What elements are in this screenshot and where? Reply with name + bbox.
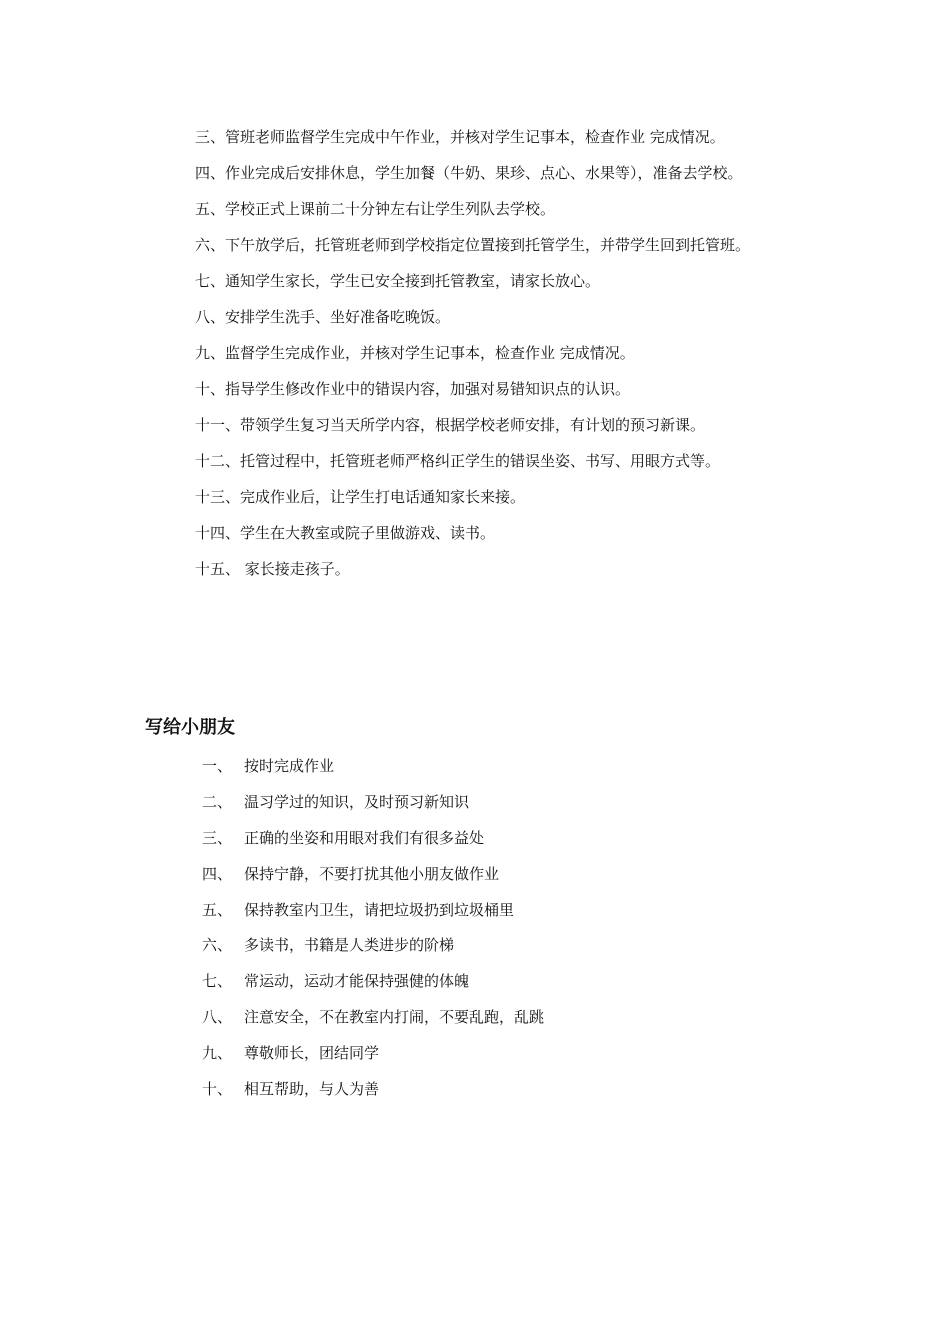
rule-text: 按时完成作业 [244, 757, 335, 775]
rule-item [202, 754, 544, 790]
rule-item [202, 933, 544, 969]
rule-text: 保持宁静，不要打扰其他小朋友做作业 [244, 864, 500, 883]
rule-item [202, 862, 544, 898]
procedure-item: 十二、托管过程中，托管班老师严格纠正学生的错误坐姿、书写、用眼方式等。 [195, 452, 721, 470]
rule-item [202, 1005, 544, 1041]
rule-number: 四、 [202, 864, 233, 883]
procedure-item: 八、安排学生洗手、坐好准备吃晚饭。 [195, 308, 451, 326]
rule-number: 十、 [202, 1080, 233, 1099]
rule-text: 相互帮助，与人为善 [244, 1080, 380, 1099]
procedure-item: 十一、带领学生复习当天所学内容，根据学校老师安排，有计划的预习新课。 [195, 416, 706, 434]
procedure-item: 六、下午放学后，托管班老师到学校指定位置接到托管学生，并带学生回到托管班。 [195, 236, 751, 254]
rule-item [202, 898, 544, 934]
rule-text: 多读书，书籍是人类进步的阶梯 [244, 936, 455, 955]
procedure-item: 十三、完成作业后，让学生打电话通知家长来接。 [195, 488, 526, 506]
rule-text: 注意安全，不在教室内打闹，不要乱跑，乱跳 [244, 1008, 545, 1027]
procedure-item: 七、通知学生家长，学生已安全接到托管教室，请家长放心。 [195, 272, 601, 290]
rule-text: 正确的坐姿和用眼对我们有很多益处 [244, 828, 485, 847]
kids-rules-list [202, 754, 544, 1113]
section-title: 写给小朋友 [145, 717, 235, 738]
rule-number: 六、 [202, 936, 233, 955]
rule-text: 常运动，运动才能保持强健的体魄 [244, 972, 470, 991]
procedure-item: 五、学校正式上课前二十分钟左右让学生列队去学校。 [195, 200, 556, 218]
procedure-item: 十五、 家长接走孩子。 [195, 560, 350, 578]
procedure-item: 十、指导学生修改作业中的错误内容，加强对易错知识点的认识。 [195, 380, 631, 398]
rule-item [202, 969, 544, 1005]
rule-text: 温习学过的知识，及时预习新知识 [244, 792, 470, 811]
rule-number: 一、 [202, 757, 233, 775]
rule-text: 保持教室内卫生，请把垃圾扔到垃圾桶里 [244, 900, 515, 919]
rule-item [202, 1041, 544, 1077]
rule-number: 八、 [202, 1008, 233, 1027]
rule-number: 九、 [202, 1044, 233, 1063]
rule-item [202, 790, 544, 826]
procedure-item: 三、管班老师监督学生完成中午作业，并核对学生记事本，检查作业 完成情况。 [195, 128, 725, 146]
rule-number: 五、 [202, 900, 233, 919]
rule-number: 七、 [202, 972, 233, 991]
rule-number: 二、 [202, 792, 233, 811]
procedure-item: 四、作业完成后安排休息，学生加餐（牛奶、果珍、点心、水果等），准备去学校。 [195, 164, 743, 182]
procedure-item: 九、监督学生完成作业，并核对学生记事本，检查作业 完成情况。 [195, 344, 635, 362]
procedure-list [195, 125, 750, 593]
rule-number: 三、 [202, 828, 233, 847]
rule-text: 尊敬师长，团结同学 [244, 1044, 380, 1063]
rule-item [202, 1077, 544, 1113]
procedure-item: 十四、学生在大教室或院子里做游戏、读书。 [195, 524, 496, 542]
rule-item [202, 826, 544, 862]
